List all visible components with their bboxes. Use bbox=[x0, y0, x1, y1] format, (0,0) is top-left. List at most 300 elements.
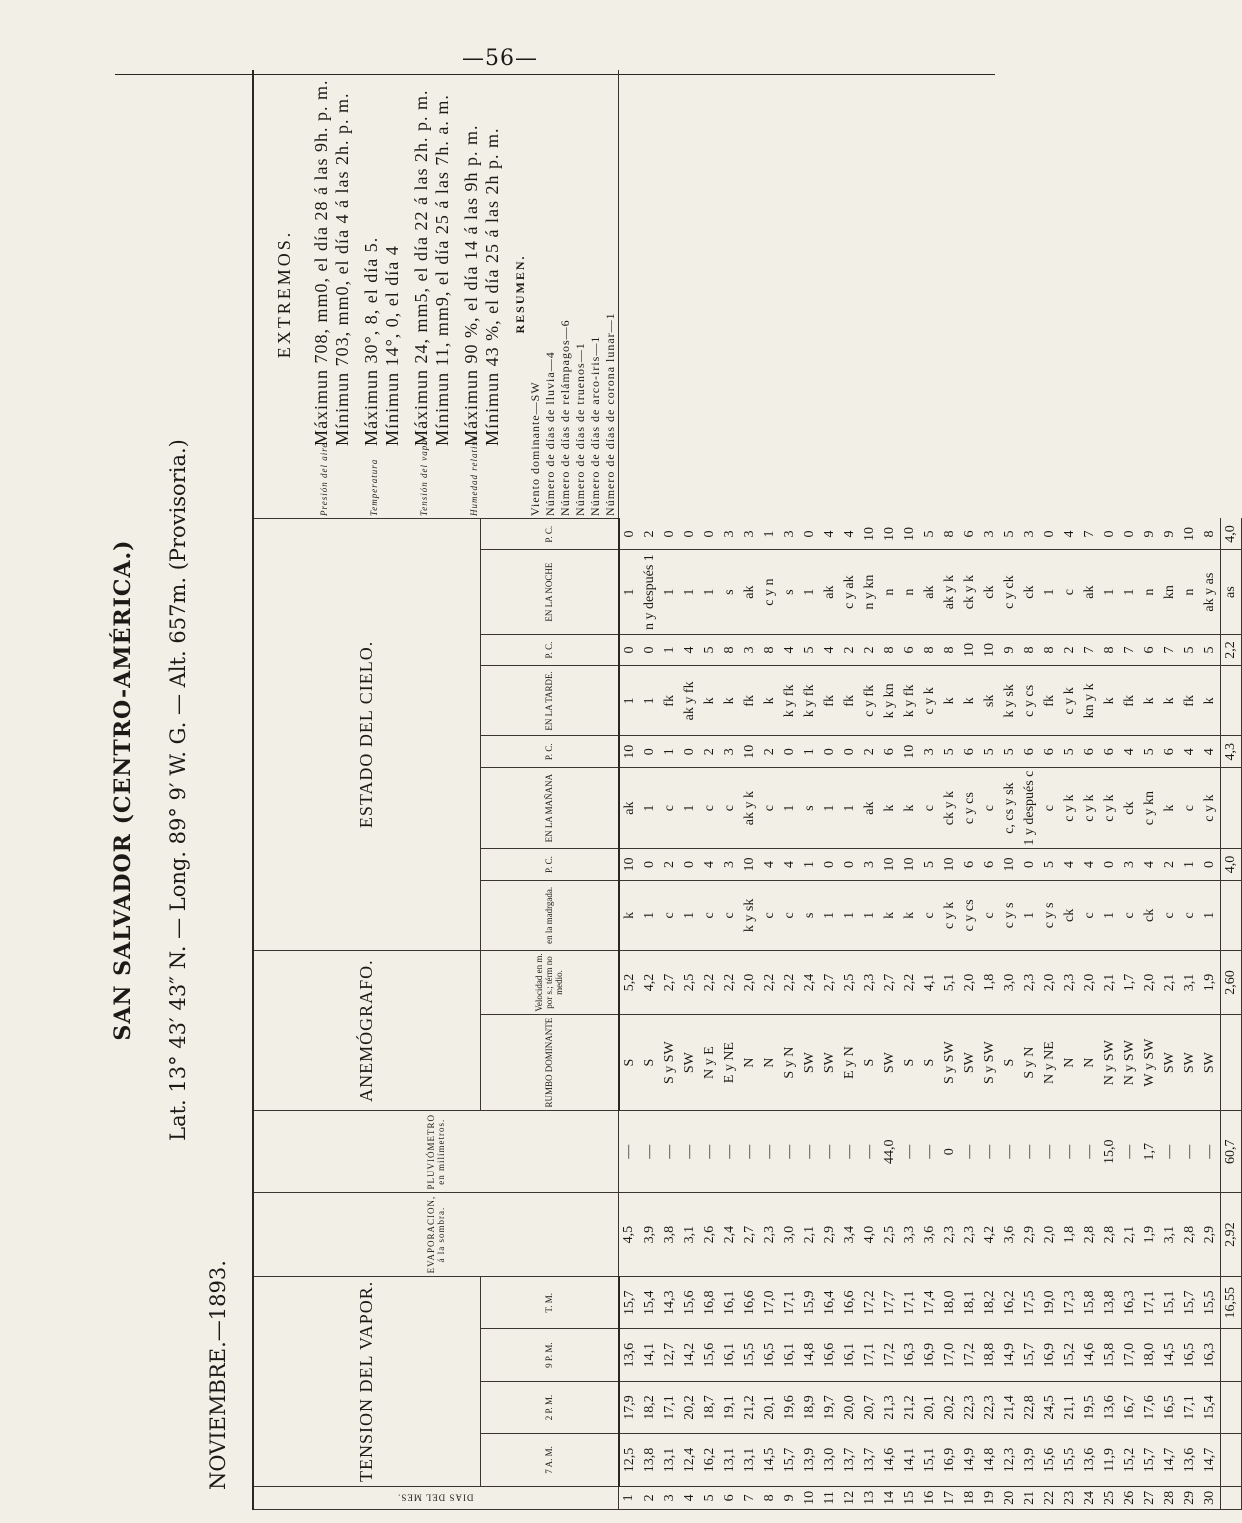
cell-pc4: 9 bbox=[1160, 518, 1180, 550]
cell-pc3: 5 bbox=[700, 634, 720, 666]
cell-pc2: 5 bbox=[940, 736, 960, 768]
cell-h9: 14,2 bbox=[680, 1329, 700, 1381]
cell-vel: 2,7 bbox=[880, 950, 900, 1014]
cell-ev: 2,8 bbox=[1100, 1193, 1120, 1277]
cell-pc1: 10 bbox=[740, 849, 760, 881]
cell-vel: 2,3 bbox=[1060, 950, 1080, 1014]
cell-day: 22 bbox=[1040, 1486, 1060, 1509]
cell-vel: 2,0 bbox=[960, 950, 980, 1014]
cell-ev: 2,7 bbox=[740, 1193, 760, 1277]
cell-mad: 1 bbox=[680, 880, 700, 950]
cell-day: 8 bbox=[760, 1486, 780, 1509]
cell-tar: k bbox=[700, 666, 720, 736]
cell-noc: c y n bbox=[760, 550, 780, 634]
total-h9 bbox=[1220, 1329, 1241, 1381]
cell-ev: 3,6 bbox=[1000, 1193, 1020, 1277]
cell-pc3: 8 bbox=[1020, 634, 1040, 666]
cell-pl: — bbox=[820, 1111, 840, 1193]
cell-tm: 19,0 bbox=[1040, 1277, 1060, 1329]
cell-pc3: 8 bbox=[1100, 634, 1120, 666]
cell-pc2: 6 bbox=[1080, 736, 1100, 768]
cell-pl: 0 bbox=[940, 1111, 960, 1193]
cell-tar: kn y k bbox=[1080, 666, 1100, 736]
cell-h7: 14,6 bbox=[880, 1434, 900, 1486]
cell-h2: 20,7 bbox=[860, 1381, 880, 1433]
cell-day: 21 bbox=[1020, 1486, 1040, 1509]
cell-h9: 15,6 bbox=[700, 1329, 720, 1381]
cell-h7: 12,3 bbox=[1000, 1434, 1020, 1486]
cell-day: 29 bbox=[1180, 1486, 1200, 1509]
table-row bbox=[680, 70, 700, 1510]
humedad-max: Máximun 90 %, el día 14 á las 9h p. m. bbox=[461, 124, 481, 446]
cell-pc2: 0 bbox=[780, 736, 800, 768]
resumen-title: RESUMEN. bbox=[513, 254, 527, 334]
cell-ev: 2,9 bbox=[1200, 1193, 1221, 1277]
resumen-item: Número de días de corona lunar—1 bbox=[603, 312, 617, 516]
cell-h2: 18,2 bbox=[640, 1381, 660, 1433]
cell-ev: 2,5 bbox=[880, 1193, 900, 1277]
cell-h9: 17,1 bbox=[860, 1329, 880, 1381]
subheader-madrugada: en la madrgada. bbox=[480, 880, 618, 950]
total-pc4: 4,0 bbox=[1220, 518, 1241, 550]
cell-rumbo: S bbox=[1000, 1014, 1020, 1110]
month-label: NOVIEMBRE.—1893. bbox=[206, 1260, 230, 1490]
total-rumbo bbox=[1220, 1014, 1241, 1110]
cell-noc: s bbox=[720, 550, 740, 634]
cell-tar: sk bbox=[980, 666, 1000, 736]
cell-pc2: 2 bbox=[700, 736, 720, 768]
cell-pc3: 2 bbox=[860, 634, 880, 666]
cell-pc3: 9 bbox=[1000, 634, 1020, 666]
cell-pc1: 0 bbox=[840, 849, 860, 881]
cell-h2: 17,1 bbox=[660, 1381, 680, 1433]
cell-noc: 1 bbox=[1040, 550, 1060, 634]
cell-tar: fk bbox=[840, 666, 860, 736]
subheader-velocidad: Velocidad en m. por s.; térm no medio. bbox=[480, 950, 618, 1014]
cell-tar: k bbox=[960, 666, 980, 736]
cell-ev: 2,1 bbox=[1120, 1193, 1140, 1277]
cell-mad: 1 bbox=[1200, 880, 1221, 950]
cell-tar: c y cs bbox=[1020, 666, 1040, 736]
cell-man: c y cs bbox=[960, 767, 980, 848]
cell-h7: 13,0 bbox=[820, 1434, 840, 1486]
cell-man: c y k bbox=[1200, 767, 1221, 848]
table-row bbox=[1080, 70, 1100, 1510]
cell-pl: 1,7 bbox=[1140, 1111, 1160, 1193]
cell-pl: — bbox=[1060, 1111, 1080, 1193]
cell-pc1: 3 bbox=[1120, 849, 1140, 881]
header-anemografo: ANEMÓGRAFO. bbox=[253, 950, 480, 1110]
cell-tm: 18,1 bbox=[960, 1277, 980, 1329]
cell-pl: — bbox=[800, 1111, 820, 1193]
extremos-title: EXTREMOS. bbox=[274, 229, 294, 359]
cell-pc1: 6 bbox=[960, 849, 980, 881]
table-row bbox=[960, 70, 980, 1510]
cell-pl: — bbox=[860, 1111, 880, 1193]
cell-pc2: 5 bbox=[980, 736, 1000, 768]
cell-pc3: 2 bbox=[840, 634, 860, 666]
cell-h2: 20,1 bbox=[920, 1381, 940, 1433]
cell-man: c bbox=[1180, 767, 1200, 848]
table-row bbox=[920, 70, 940, 1510]
cell-mad: k bbox=[880, 880, 900, 950]
cell-pc4: 4 bbox=[820, 518, 840, 550]
cell-h7: 13,6 bbox=[1080, 1434, 1100, 1486]
table-row bbox=[1020, 70, 1040, 1510]
cell-pc3: 8 bbox=[760, 634, 780, 666]
cell-h9: 16,1 bbox=[780, 1329, 800, 1381]
cell-h7: 15,7 bbox=[1140, 1434, 1160, 1486]
cell-vel: 2,0 bbox=[1040, 950, 1060, 1014]
cell-vel: 2,2 bbox=[720, 950, 740, 1014]
cell-pc4: 0 bbox=[1040, 518, 1060, 550]
cell-pc2: 10 bbox=[619, 736, 640, 768]
table-row bbox=[980, 70, 1000, 1510]
cell-ev: 4,0 bbox=[860, 1193, 880, 1277]
totals-row bbox=[1220, 70, 1241, 1510]
cell-h7: 13,1 bbox=[740, 1434, 760, 1486]
subheader-pc: P. C. bbox=[480, 849, 618, 881]
cell-day: 9 bbox=[780, 1486, 800, 1509]
cell-mad: ck bbox=[1060, 880, 1080, 950]
cell-tar: k y sk bbox=[1000, 666, 1020, 736]
cell-pc4: 7 bbox=[1080, 518, 1100, 550]
cell-pc4: 6 bbox=[960, 518, 980, 550]
cell-pc4: 10 bbox=[880, 518, 900, 550]
cell-pc1: 2 bbox=[660, 849, 680, 881]
cell-mad: 1 bbox=[640, 880, 660, 950]
cell-pl: — bbox=[660, 1111, 680, 1193]
cell-h7: 14,8 bbox=[980, 1434, 1000, 1486]
table-row bbox=[1060, 70, 1080, 1510]
cell-ev: 1,8 bbox=[1060, 1193, 1080, 1277]
table-row bbox=[640, 70, 660, 1510]
cell-tar: fk bbox=[1180, 666, 1200, 736]
cell-pc2: 10 bbox=[740, 736, 760, 768]
cell-mad: c bbox=[1120, 880, 1140, 950]
cell-h7: 13,9 bbox=[800, 1434, 820, 1486]
cell-mad: c bbox=[1160, 880, 1180, 950]
cell-noc: 1 bbox=[1120, 550, 1140, 634]
cell-h9: 12,7 bbox=[660, 1329, 680, 1381]
subheader-pc: P. C. bbox=[480, 736, 618, 768]
cell-tm: 17,0 bbox=[760, 1277, 780, 1329]
cell-ev: 3,4 bbox=[840, 1193, 860, 1277]
cell-tm: 14,3 bbox=[660, 1277, 680, 1329]
cell-pl: — bbox=[640, 1111, 660, 1193]
cell-tm: 16,8 bbox=[700, 1277, 720, 1329]
cell-noc: ck bbox=[980, 550, 1000, 634]
cell-pc2: 6 bbox=[960, 736, 980, 768]
extremos-presion-label: Presión del aire bbox=[319, 442, 329, 516]
cell-h2: 21,4 bbox=[1000, 1381, 1020, 1433]
cell-noc: ak y k bbox=[940, 550, 960, 634]
cell-pc3: 7 bbox=[1160, 634, 1180, 666]
cell-vel: 2,2 bbox=[760, 950, 780, 1014]
cell-man: c bbox=[980, 767, 1000, 848]
extremos-temp-label: Temperatura bbox=[369, 458, 379, 516]
header-days: DIAS DEL MES. bbox=[253, 1486, 619, 1509]
cell-man: c y k bbox=[1100, 767, 1120, 848]
cell-day: 16 bbox=[920, 1486, 940, 1509]
cell-rumbo: N y E bbox=[700, 1014, 720, 1110]
cell-noc: n y después 1 bbox=[640, 550, 660, 634]
cell-tar: k bbox=[760, 666, 780, 736]
cell-tar: fk bbox=[1040, 666, 1060, 736]
cell-h2: 17,6 bbox=[1140, 1381, 1160, 1433]
cell-tar: 1 bbox=[640, 666, 660, 736]
cell-mad: ck bbox=[1140, 880, 1160, 950]
cell-vel: 3,0 bbox=[1000, 950, 1020, 1014]
cell-h2: 19,1 bbox=[720, 1381, 740, 1433]
subheader-tarde: EN LA TARDE. bbox=[480, 666, 618, 736]
cell-vel: 2,1 bbox=[1100, 950, 1120, 1014]
cell-pc2: 6 bbox=[1160, 736, 1180, 768]
cell-noc: n bbox=[900, 550, 920, 634]
cell-vel: 2,2 bbox=[780, 950, 800, 1014]
cell-man: c bbox=[760, 767, 780, 848]
cell-ev: 2,0 bbox=[1040, 1193, 1060, 1277]
cell-mad: c bbox=[980, 880, 1000, 950]
cell-man: k bbox=[900, 767, 920, 848]
cell-tar: k bbox=[1200, 666, 1221, 736]
cell-h2: 20,1 bbox=[760, 1381, 780, 1433]
total-tar bbox=[1220, 666, 1241, 736]
total-noc: as bbox=[1220, 550, 1241, 634]
cell-rumbo: E y NE bbox=[720, 1014, 740, 1110]
cell-h2: 13,6 bbox=[1100, 1381, 1120, 1433]
cell-pl: — bbox=[1120, 1111, 1140, 1193]
cell-h2: 24,5 bbox=[1040, 1381, 1060, 1433]
header-evaporacion: EVAPORACION, á la sombra. bbox=[253, 1193, 619, 1277]
cell-h9: 14,5 bbox=[1160, 1329, 1180, 1381]
cell-tm: 16,6 bbox=[840, 1277, 860, 1329]
cell-vel: 2,5 bbox=[840, 950, 860, 1014]
cell-noc: ck bbox=[1020, 550, 1040, 634]
cell-pc1: 2 bbox=[1160, 849, 1180, 881]
cell-day: 14 bbox=[880, 1486, 900, 1509]
total-pc3: 2,2 bbox=[1220, 634, 1241, 666]
cell-pc4: 10 bbox=[900, 518, 920, 550]
cell-pc1: 10 bbox=[940, 849, 960, 881]
cell-h7: 13,7 bbox=[840, 1434, 860, 1486]
total-tm: 16,55 bbox=[1220, 1277, 1241, 1329]
page-number: —56— bbox=[462, 46, 538, 71]
cell-noc: ak bbox=[920, 550, 940, 634]
cell-h7: 11,9 bbox=[1100, 1434, 1120, 1486]
cell-man: k bbox=[880, 767, 900, 848]
subheader-tm: T. M. bbox=[480, 1277, 618, 1329]
cell-pc2: 1 bbox=[660, 736, 680, 768]
cell-tm: 17,1 bbox=[1140, 1277, 1160, 1329]
cell-rumbo: SW bbox=[680, 1014, 700, 1110]
cell-man: c, cs y sk bbox=[1000, 767, 1020, 848]
cell-noc: 1 bbox=[800, 550, 820, 634]
table-row bbox=[1120, 70, 1140, 1510]
cell-pc1: 10 bbox=[880, 849, 900, 881]
cell-noc: ak bbox=[740, 550, 760, 634]
cell-pc1: 3 bbox=[860, 849, 880, 881]
cell-pc3: 8 bbox=[720, 634, 740, 666]
subheader-2pm: 2 P. M. bbox=[480, 1381, 618, 1433]
cell-tar: 1 bbox=[619, 666, 640, 736]
cell-h7: 15,5 bbox=[1060, 1434, 1080, 1486]
cell-h2: 16,5 bbox=[1160, 1381, 1180, 1433]
cell-h9: 16,5 bbox=[1180, 1329, 1200, 1381]
cell-h2: 22,3 bbox=[980, 1381, 1000, 1433]
table-row bbox=[1000, 70, 1020, 1510]
cell-pc4: 0 bbox=[800, 518, 820, 550]
cell-noc: 1 bbox=[660, 550, 680, 634]
cell-ev: 3,6 bbox=[920, 1193, 940, 1277]
cell-day: 11 bbox=[820, 1486, 840, 1509]
cell-tm: 18,2 bbox=[980, 1277, 1000, 1329]
cell-mad: s bbox=[800, 880, 820, 950]
cell-ev: 3,3 bbox=[900, 1193, 920, 1277]
cell-rumbo: E y N bbox=[840, 1014, 860, 1110]
cell-rumbo: S y N bbox=[1020, 1014, 1040, 1110]
resumen-item: Número de días de arco-iris—1 bbox=[588, 335, 602, 516]
total-mad bbox=[1220, 880, 1241, 950]
cell-vel: 2,4 bbox=[800, 950, 820, 1014]
cell-pc1: 1 bbox=[1180, 849, 1200, 881]
cell-ev: 3,1 bbox=[680, 1193, 700, 1277]
cell-day: 4 bbox=[680, 1486, 700, 1509]
cell-tar: c y k bbox=[920, 666, 940, 736]
table-row bbox=[1200, 70, 1221, 1510]
cell-pc3: 8 bbox=[920, 634, 940, 666]
cell-rumbo: S y SW bbox=[980, 1014, 1000, 1110]
cell-man: c bbox=[920, 767, 940, 848]
subheader-9pm: 9 P. M. bbox=[480, 1329, 618, 1381]
cell-pc1: 10 bbox=[619, 849, 640, 881]
cell-tm: 17,1 bbox=[780, 1277, 800, 1329]
cell-pc3: 8 bbox=[1040, 634, 1060, 666]
cell-day: 13 bbox=[860, 1486, 880, 1509]
cell-h2: 18,9 bbox=[800, 1381, 820, 1433]
cell-pc1: 0 bbox=[1100, 849, 1120, 881]
cell-tm: 17,5 bbox=[1020, 1277, 1040, 1329]
cell-pc2: 2 bbox=[860, 736, 880, 768]
cell-rumbo: N y SW bbox=[1120, 1014, 1140, 1110]
cell-ev: 2,8 bbox=[1080, 1193, 1100, 1277]
extremos-vapor-label: Tensión del vapor bbox=[419, 434, 429, 516]
cell-h2: 15,4 bbox=[1200, 1381, 1221, 1433]
cell-tm: 18,0 bbox=[940, 1277, 960, 1329]
table-row bbox=[900, 70, 920, 1510]
table-row bbox=[720, 70, 740, 1510]
cell-tar: k y fk bbox=[780, 666, 800, 736]
cell-vel: 5,1 bbox=[940, 950, 960, 1014]
cell-day: 28 bbox=[1160, 1486, 1180, 1509]
cell-pl: — bbox=[1000, 1111, 1020, 1193]
table-row bbox=[880, 70, 900, 1510]
total-vel: 2,60 bbox=[1220, 950, 1241, 1014]
cell-tar: c y fk bbox=[860, 666, 880, 736]
cell-noc: c y ak bbox=[840, 550, 860, 634]
cell-mad: 1 bbox=[820, 880, 840, 950]
cell-pc2: 4 bbox=[1200, 736, 1221, 768]
cell-vel: 2,7 bbox=[660, 950, 680, 1014]
cell-h9: 17,2 bbox=[960, 1329, 980, 1381]
cell-h7: 13,8 bbox=[640, 1434, 660, 1486]
total-h7 bbox=[1220, 1434, 1241, 1486]
cell-pc4: 4 bbox=[840, 518, 860, 550]
cell-man: s bbox=[800, 767, 820, 848]
cell-rumbo: SW bbox=[1180, 1014, 1200, 1110]
cell-h7: 16,9 bbox=[940, 1434, 960, 1486]
cell-h7: 13,9 bbox=[1020, 1434, 1040, 1486]
cell-day: 10 bbox=[800, 1486, 820, 1509]
cell-h2: 21,2 bbox=[900, 1381, 920, 1433]
cell-noc: n bbox=[1180, 550, 1200, 634]
cell-h9: 16,6 bbox=[820, 1329, 840, 1381]
total-h2 bbox=[1220, 1381, 1241, 1433]
cell-day: 30 bbox=[1200, 1486, 1221, 1509]
cell-pc3: 6 bbox=[1140, 634, 1160, 666]
cell-tar: c y k bbox=[1060, 666, 1080, 736]
header-vapor: TENSION DEL VAPOR. bbox=[253, 1277, 480, 1487]
cell-ev: 1,9 bbox=[1140, 1193, 1160, 1277]
cell-tar: k y fk bbox=[900, 666, 920, 736]
total-pc2: 4,3 bbox=[1220, 736, 1241, 768]
coordinates-line: Lat. 13° 43′ 43″ N. — Long. 89° 9′ W. G. — Alt. 657m. (Provisoria.) bbox=[166, 439, 190, 1141]
cell-day: 7 bbox=[740, 1486, 760, 1509]
cell-mad: c y s bbox=[1040, 880, 1060, 950]
total-pc1: 4,0 bbox=[1220, 849, 1241, 881]
cell-pc4: 0 bbox=[660, 518, 680, 550]
cell-pl: — bbox=[619, 1111, 640, 1193]
cell-pc2: 3 bbox=[720, 736, 740, 768]
cell-noc: kn bbox=[1160, 550, 1180, 634]
cell-pc1: 0 bbox=[1200, 849, 1221, 881]
cell-vel: 4,2 bbox=[640, 950, 660, 1014]
cell-man: ck y k bbox=[940, 767, 960, 848]
cell-rumbo: N bbox=[1080, 1014, 1100, 1110]
cell-mad: c bbox=[700, 880, 720, 950]
cell-rumbo: S bbox=[900, 1014, 920, 1110]
subheader-pc: P. C. bbox=[480, 634, 618, 666]
cell-pc4: 5 bbox=[920, 518, 940, 550]
cell-h7: 12,5 bbox=[619, 1434, 640, 1486]
table-body bbox=[619, 70, 1242, 1510]
table-row bbox=[860, 70, 880, 1510]
table-row bbox=[800, 70, 820, 1510]
cell-noc: s bbox=[780, 550, 800, 634]
cell-vel: 5,2 bbox=[619, 950, 640, 1014]
cell-pc2: 0 bbox=[640, 736, 660, 768]
table-row bbox=[840, 70, 860, 1510]
cell-pl: 44,0 bbox=[880, 1111, 900, 1193]
cell-pl: — bbox=[780, 1111, 800, 1193]
cell-tm: 15,5 bbox=[1200, 1277, 1221, 1329]
cell-pc4: 5 bbox=[1000, 518, 1020, 550]
cell-h7: 15,7 bbox=[780, 1434, 800, 1486]
cell-tar: k bbox=[1140, 666, 1160, 736]
cell-day: 18 bbox=[960, 1486, 980, 1509]
cell-rumbo: S y SW bbox=[660, 1014, 680, 1110]
cell-h2: 16,7 bbox=[1120, 1381, 1140, 1433]
cell-man: c bbox=[660, 767, 680, 848]
cell-pc4: 0 bbox=[1120, 518, 1140, 550]
cell-rumbo: SW bbox=[960, 1014, 980, 1110]
cell-pc3: 5 bbox=[1200, 634, 1221, 666]
cell-pc3: 10 bbox=[980, 634, 1000, 666]
cell-pc4: 3 bbox=[1020, 518, 1040, 550]
table-row bbox=[1140, 70, 1160, 1510]
cell-ev: 3,8 bbox=[660, 1193, 680, 1277]
cell-pc2: 5 bbox=[1000, 736, 1020, 768]
